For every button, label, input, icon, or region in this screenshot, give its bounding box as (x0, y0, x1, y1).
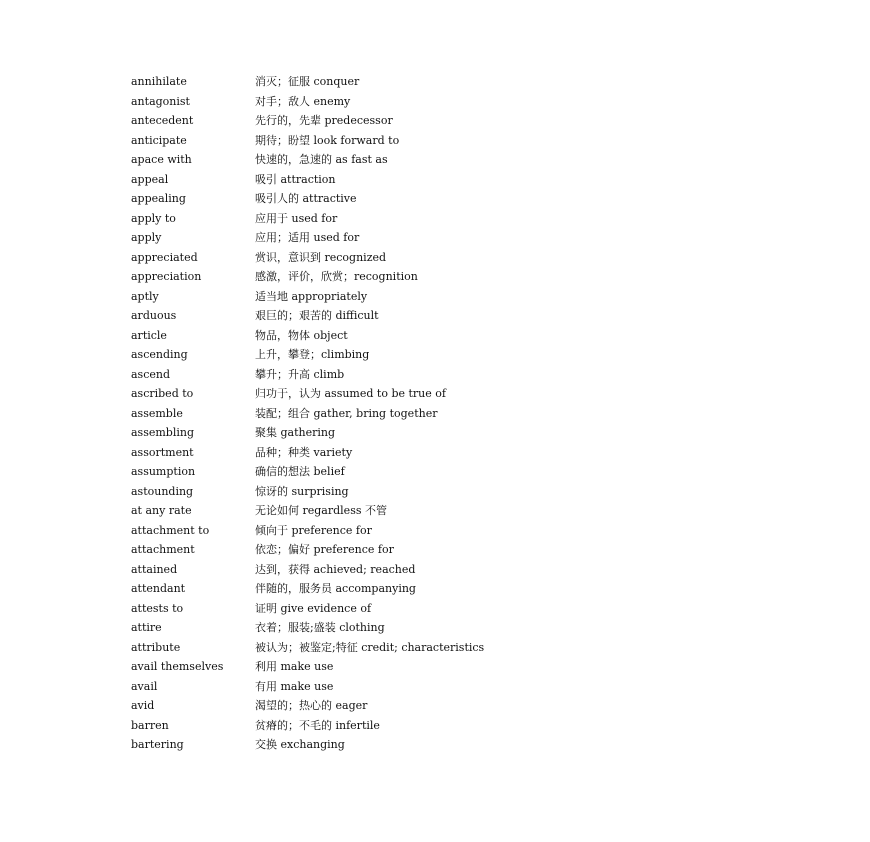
vocabulary-entry (131, 560, 831, 580)
vocabulary-definition: 期待；盼望 look forward to (255, 133, 400, 147)
vocabulary-entry (131, 287, 831, 307)
vocabulary-entry (131, 248, 831, 268)
vocabulary-entry (131, 345, 831, 365)
vocabulary-term: attribute (131, 640, 181, 654)
vocabulary-term: annihilate (131, 75, 187, 88)
vocabulary-entry (131, 189, 831, 209)
vocabulary-entry (131, 170, 831, 190)
vocabulary-term: ascribed to (131, 387, 194, 400)
vocabulary-term: bartering (131, 738, 184, 751)
vocabulary-definition: 先行的，先辈 predecessor (255, 114, 393, 127)
vocabulary-definition: 伴随的，服务员 accompanying (255, 582, 416, 595)
vocabulary-entry (131, 696, 831, 716)
vocabulary-term: apply (131, 231, 162, 244)
vocabulary-definition: 艰巨的；艰苦的 difficult (255, 309, 379, 322)
vocabulary-term: apace with (131, 153, 192, 166)
vocabulary-entry (131, 306, 831, 326)
vocabulary-term: ascending (131, 348, 188, 361)
vocabulary-definition: 物品，物体 object (255, 328, 348, 342)
vocabulary-entry (131, 423, 831, 443)
vocabulary-entry (131, 462, 831, 482)
vocabulary-entry (131, 384, 831, 404)
vocabulary-term: antecedent (131, 114, 194, 127)
vocabulary-definition: 确信的想法 belief (255, 465, 345, 478)
vocabulary-definition: 感激，评价，欣赏；recognition (255, 270, 418, 283)
vocabulary-definition: 依恋；偏好 preference for (255, 543, 394, 556)
vocabulary-list (131, 72, 831, 755)
vocabulary-definition: 达到，获得 achieved; reached (255, 562, 416, 576)
vocabulary-entry (131, 443, 831, 463)
vocabulary-definition: 应用于 used for (255, 211, 338, 225)
vocabulary-definition: 贫瘠的；不毛的 infertile (255, 718, 380, 732)
vocabulary-term: appreciated (131, 250, 198, 264)
vocabulary-term: appealing (131, 192, 186, 205)
vocabulary-entry (131, 228, 831, 248)
vocabulary-definition: 惊讶的 surprising (255, 484, 349, 498)
vocabulary-entry (131, 404, 831, 424)
vocabulary-term: attachment (131, 543, 195, 556)
vocabulary-definition: 攀升；升高 climb (255, 367, 345, 381)
vocabulary-definition: 渴望的；热心的 eager (255, 699, 368, 712)
vocabulary-entry (131, 638, 831, 658)
vocabulary-entry (131, 579, 831, 599)
vocabulary-term: attire (131, 621, 162, 634)
vocabulary-term: arduous (131, 309, 177, 322)
vocabulary-term: antagonist (131, 94, 190, 108)
vocabulary-definition: 有用 make use (255, 679, 334, 693)
vocabulary-term: assembling (131, 426, 194, 439)
vocabulary-term: assumption (131, 465, 196, 478)
vocabulary-definition: 上升，攀登；climbing (255, 348, 370, 361)
vocabulary-term: appeal (131, 172, 169, 186)
vocabulary-term: assortment (131, 445, 194, 459)
vocabulary-term: avail themselves (131, 660, 224, 673)
vocabulary-entry (131, 111, 831, 131)
vocabulary-definition: 赏识，意识到 recognized (255, 250, 387, 264)
vocabulary-definition: 归功于，认为 assumed to be true of (255, 387, 446, 400)
vocabulary-definition: 吸引 attraction (255, 172, 336, 186)
vocabulary-entry (131, 677, 831, 697)
vocabulary-entry (131, 735, 831, 755)
vocabulary-entry (131, 365, 831, 385)
vocabulary-definition: 聚集 gathering (255, 426, 336, 439)
vocabulary-term: assemble (131, 406, 183, 420)
vocabulary-entry (131, 540, 831, 560)
vocabulary-definition: 证明 give evidence of (255, 601, 372, 615)
vocabulary-entry (131, 618, 831, 638)
vocabulary-definition: 吸引人的 attractive (255, 192, 357, 205)
vocabulary-definition: 适当地 appropriately (255, 289, 368, 303)
vocabulary-term: attained (131, 562, 178, 576)
vocabulary-entry (131, 72, 831, 92)
vocabulary-entry (131, 501, 831, 521)
vocabulary-definition: 快速的，急速的 as fast as (255, 153, 388, 166)
vocabulary-term: appreciation (131, 270, 202, 283)
vocabulary-term: astounding (131, 484, 194, 498)
vocabulary-definition: 利用 make use (255, 660, 334, 673)
vocabulary-definition: 品种；种类 variety (255, 445, 353, 459)
vocabulary-term: at any rate (131, 504, 192, 517)
vocabulary-term: attachment to (131, 523, 210, 537)
vocabulary-definition: 对手；敌人 enemy (255, 94, 351, 108)
vocabulary-definition: 衣着；服装;盛装 clothing (255, 621, 385, 634)
vocabulary-term: article (131, 328, 167, 342)
vocabulary-definition: 交换 exchanging (255, 738, 345, 751)
vocabulary-entry (131, 150, 831, 170)
vocabulary-term: attendant (131, 582, 186, 595)
vocabulary-definition: 无论如何 regardless 不管 (255, 504, 387, 517)
vocabulary-definition: 应用；适用 used for (255, 231, 360, 244)
vocabulary-term: barren (131, 718, 169, 732)
vocabulary-entry (131, 657, 831, 677)
vocabulary-entry (131, 267, 831, 287)
vocabulary-entry (131, 716, 831, 736)
vocabulary-entry (131, 92, 831, 112)
vocabulary-entry (131, 326, 831, 346)
vocabulary-term: aptly (131, 289, 159, 303)
vocabulary-term: apply to (131, 211, 176, 225)
vocabulary-entry (131, 482, 831, 502)
vocabulary-definition: 被认为；被鉴定;特征 credit; characteristics (255, 640, 485, 654)
vocabulary-term: avid (131, 699, 155, 712)
vocabulary-definition: 装配；组合 gather, bring together (255, 406, 438, 420)
vocabulary-term: ascend (131, 367, 170, 381)
vocabulary-term: anticipate (131, 133, 187, 147)
vocabulary-definition: 消灭；征服 conquer (255, 75, 360, 88)
vocabulary-definition: 倾向于 preference for (255, 523, 372, 537)
vocabulary-entry (131, 131, 831, 151)
vocabulary-term: avail (131, 679, 158, 693)
vocabulary-entry (131, 209, 831, 229)
vocabulary-entry (131, 599, 831, 619)
vocabulary-entry (131, 521, 831, 541)
vocabulary-term: attests to (131, 601, 184, 615)
